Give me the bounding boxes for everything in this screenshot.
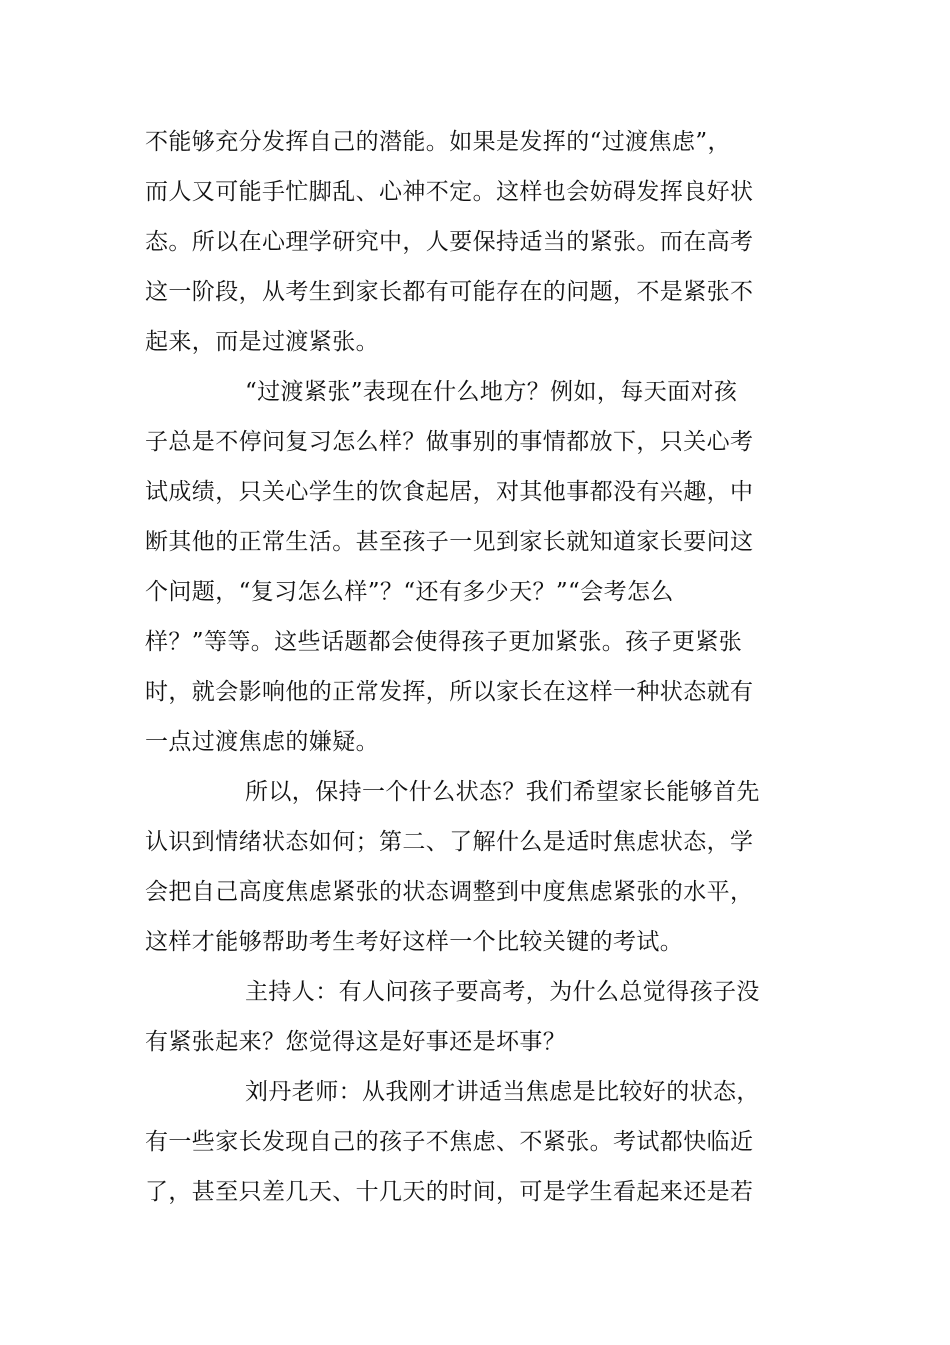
text-line: 这一阶段，从考生到家长都有可能存在的问题，不是紧张不	[145, 279, 754, 305]
text-line: 一点过渡焦虑的嫌疑。	[145, 729, 379, 755]
text-line: 试成绩，只关心学生的饮食起居，对其他事都没有兴趣，中	[145, 479, 754, 505]
text-line: 认识到情绪状态如何；第二、了解什么是适时焦虑状态，学	[145, 829, 754, 855]
text-line: 这样才能够帮助考生考好这样一个比较关键的考试。	[145, 929, 684, 955]
text-line: 子总是不停问复习怎么样？做事别的事情都放下，只关心考	[145, 429, 754, 455]
text-line: 断其他的正常生活。甚至孩子一见到家长就知道家长要问这	[145, 529, 754, 555]
paragraph-first-line: 主持人：有人问孩子要高考，为什么总觉得孩子没	[245, 979, 760, 1005]
paragraph-first-line: “过渡紧张”表现在什么地方？例如，每天面对孩	[245, 379, 738, 405]
text-line: 有一些家长发现自己的孩子不焦虑、不紧张。考试都快临近	[145, 1129, 754, 1155]
text-line: 了，甚至只差几天、十几天的时间，可是学生看起来还是若	[145, 1179, 754, 1205]
text-line: 个问题，“复习怎么样”？“还有多少天？”“会考怎么	[145, 579, 674, 605]
text-line: 起来，而是过渡紧张。	[145, 329, 379, 355]
text-line: 样？”等等。这些话题都会使得孩子更加紧张。孩子更紧张	[145, 629, 743, 655]
text-line: 不能够充分发挥自己的潜能。如果是发挥的“过渡焦虑”，	[145, 129, 731, 155]
text-line: 态。所以在心理学研究中，人要保持适当的紧张。而在高考	[145, 229, 754, 255]
text-line: 而人又可能手忙脚乱、心神不定。这样也会妨碍发挥良好状	[145, 179, 754, 205]
text-line: 有紧张起来？您觉得这是好事还是坏事？	[145, 1029, 567, 1055]
text-line: 会把自己高度焦虑紧张的状态调整到中度焦虑紧张的水平，	[145, 879, 754, 905]
paragraph-first-line: 刘丹老师：从我刚才讲适当焦虑是比较好的状态，	[245, 1079, 760, 1105]
text-line: 时，就会影响他的正常发挥，所以家长在这样一种状态就有	[145, 679, 754, 705]
paragraph-first-line: 所以，保持一个什么状态？我们希望家长能够首先	[245, 779, 760, 805]
